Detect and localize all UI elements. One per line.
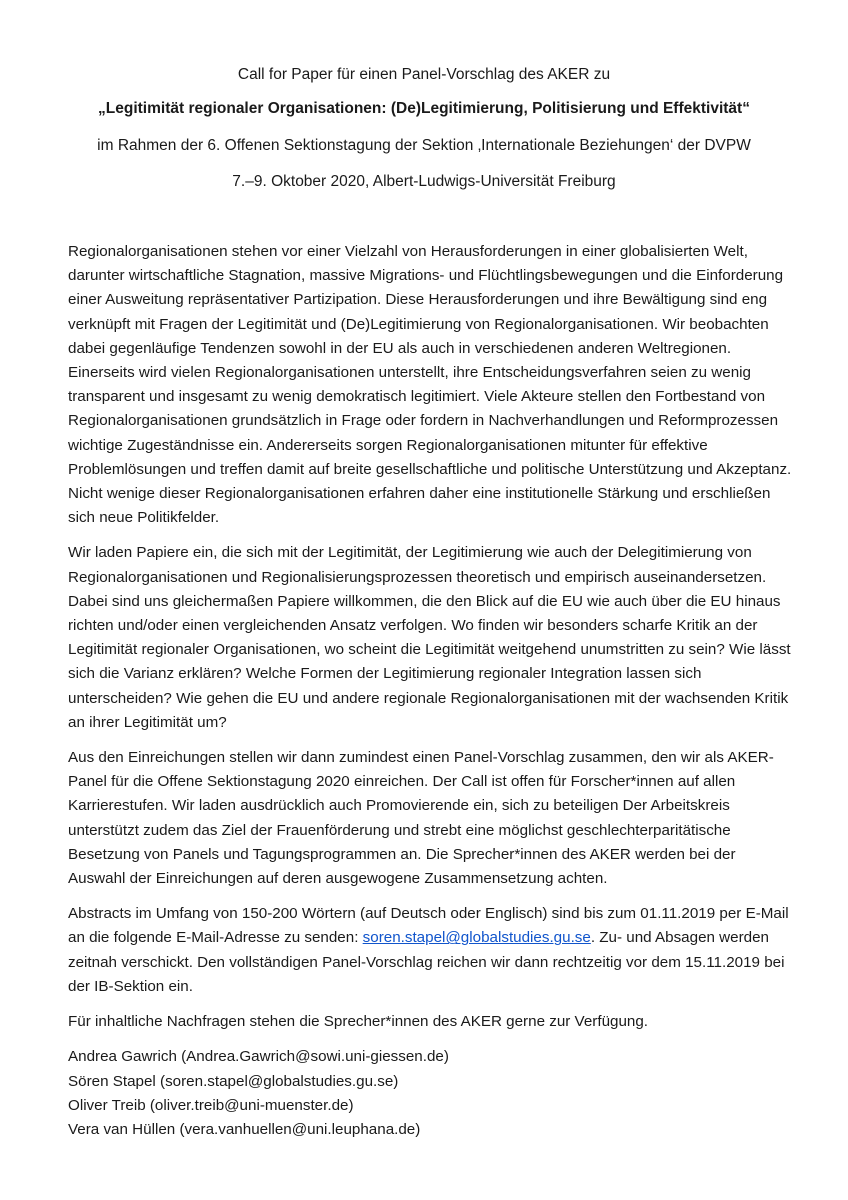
submission-email-link[interactable]: soren.stapel@globalstudies.gu.se [362, 929, 591, 947]
paragraph-intro: Regionalorganisationen stehen vor einer Vielzahl von Herausforderungen in einer globalisierten Welt, darunter wirtschaftliche Stagnation, massive Migrations- und Flüchtlingsbewegungen und die Einforderung einer Ausweitung repräsentativer Partizipation. Diese Herausforderungen und ihre Bewältigung sind eng verknüpft mit Fragen der Legitimität und (De)Legitimierung von Regionalorganisationen. Wir beobachten dabei gegenläufige Tendenzen sowohl in der EU als auch in verschiedenen anderen Weltregionen. Einerseits wird vielen Regionalorganisationen unterstellt, ihre Entscheidungsverfahren seien zu wenig transparent und insgesamt zu wenig demokratisch legitimiert. Viele Akteure stellen den Fortbestand von Regionalorganisationen grundsätzlich in Frage oder fordern in Nachverhandlungen und Reformprozessen wichtige Zugeständnisse ein. Andererseits sorgen Regionalorganisationen mitunter für effektive Problemlösungen und treffen damit auf breite gesellschaftliche und politische Unterstützung und Akzeptanz. Nicht wenige dieser Regionalorganisationen erfahren daher eine institutionelle Stärkung und erschließen sich neue Politikfelder. [68, 243, 792, 527]
header-line-date-location: 7.–9. Oktober 2020, Albert-Ludwigs-Universität Freiburg [232, 173, 616, 190]
header-line-call-for-paper: Call for Paper für einen Panel-Vorschlag des AKER zu [237, 66, 611, 83]
paragraph-panel-proposal: Aus den Einreichungen stellen wir dann zumindest einen Panel-Vorschlag zusammen, den wir als AKER-Panel für die Offene Sektionstagung 2020 einreichen. Der Call ist offen für Forscher*innen auf allen Karrierestufen. Wir laden ausdrücklich auch Promovierende ein, sich zu beteiligen Der Arbeitskreis unterstützt zudem das Ziel der Frauenförderung und strebt eine möglichst geschlechterparitätische Besetzung von Panels und Tagungsprogrammen an. Die Sprecher*innen des AKER werden bei der Auswahl der Einreichungen auf deren ausgewogene Zusammensetzung achten. [68, 749, 774, 888]
paragraph-invitation: Wir laden Papiere ein, die sich mit der Legitimität, der Legitimierung wie auch der Delegitimierung von Regionalorganisationen und Regionalisierungsprozessen theoretisch und empirisch auseinandersetzen. Dabei sind uns gleichermaßen Papiere willkommen, die den Blick auf die EU wie auch über die EU hinaus richten und/oder einen vergleichenden Ansatz verfolgen. Wo finden wir besonders scharfe Kritik an der Legitimität regionaler Organisationen, wo scheint die Legitimität weitgehend unumstritten zu sein? Wie lässt sich die Varianz erklären? Welche Formen der Legitimierung regionaler Integration lassen sich unterscheiden? Wie gehen die EU und andere regionale Regionalorganisationen mit der wachsenden Kritik an ihrer Legitimität um? [68, 544, 791, 731]
contact-item: Andrea Gawrich (Andrea.Gawrich@sowi.uni-giessen.de) [68, 1048, 449, 1066]
submission-text-after: . Zu- und Absagen werden zeitnah verschickt. Den vollständigen Panel-Vorschlag reichen wir dann rechtzeitig vor dem 15.11.2019 bei der IB-Sektion ein. [68, 929, 785, 995]
header-title: „Legitimität regionaler Organisationen: (De)Legitimierung, Politisierung und Effektivität“ [98, 100, 750, 117]
paragraph-inquiries: Für inhaltliche Nachfragen stehen die Sprecher*innen des AKER gerne zur Verfügung. [68, 1013, 649, 1031]
paragraph-submission [68, 902, 792, 999]
submission-text-before: Abstracts im Umfang von 150-200 Wörtern (auf Deutsch oder Englisch) sind bis zum 01.11.2019 per E-Mail an die folgende E-Mail-Adresse zu senden: [68, 905, 789, 947]
document-body [68, 240, 792, 1142]
contact-item: Sören Stapel (soren.stapel@globalstudies.gu.se) [68, 1072, 399, 1090]
contact-list [68, 1045, 792, 1142]
contact-item: Oliver Treib (oliver.treib@uni-muenster.de) [68, 1096, 354, 1114]
header-line-context: im Rahmen der 6. Offenen Sektionstagung der Sektion ‚Internationale Beziehungen‘ der DVPW [97, 137, 751, 154]
contact-item: Vera van Hüllen (vera.vanhuellen@uni.leuphana.de) [68, 1120, 421, 1138]
